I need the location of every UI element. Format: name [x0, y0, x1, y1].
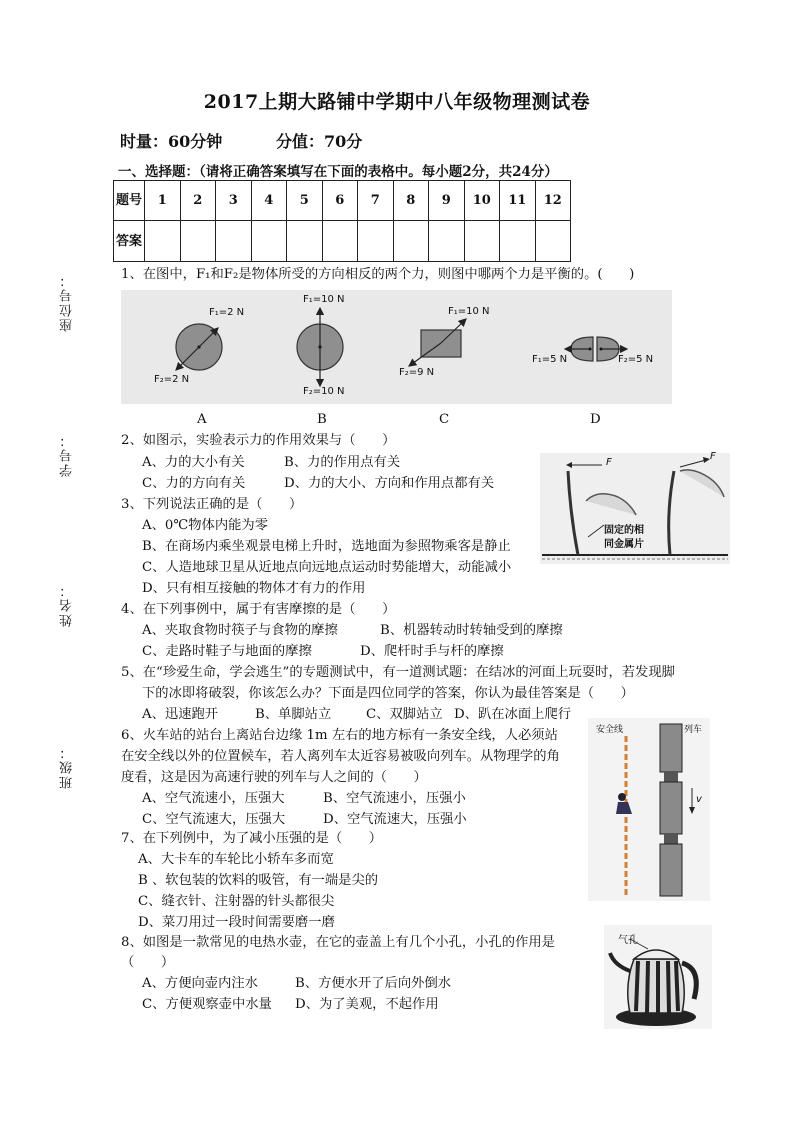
q5-stem-line2: 下的冰即将破裂，你该怎么办？下面是四位同学的答案，你认为最佳答案是（ ）: [142, 686, 634, 701]
q7-stem: 7、在下列例中，为了减小压强的是（ ）: [121, 831, 383, 846]
q5-option-a: A、迅速跑开: [142, 707, 219, 722]
q1d-f1-label: F₁=5 N: [532, 354, 568, 365]
q1-figure: [121, 290, 672, 404]
q2-caption-2: 同金属片: [604, 539, 644, 550]
row-label-number: 题号: [114, 181, 145, 221]
q1-stem: 1、在图中，F₁和F₂是物体所受的方向相反的两个力，则图中哪两个力是平衡的。( ): [121, 267, 635, 282]
q3-stem: 3、下列说法正确的是（ ）: [121, 497, 303, 512]
q1b-f1-label: F₁=10 N: [303, 294, 345, 305]
q6-option-a: A、空气流速小，压强大: [142, 791, 285, 806]
q6-option-d: D、空气流速大，压强小: [323, 812, 467, 827]
q2-force-label-2: F: [710, 451, 716, 462]
page-title: 2017上期大路铺中学期中八年级物理测试卷: [203, 91, 591, 113]
question-number: 9: [429, 181, 465, 221]
exam-score: 分值：70分: [276, 132, 363, 151]
q1b-f2-label: F₂=10 N: [303, 386, 345, 397]
question-number: 3: [216, 181, 252, 221]
question-number: 4: [251, 181, 287, 221]
q8-option-c: C、方便观察壶中水量: [142, 997, 272, 1012]
question-number: 7: [358, 181, 394, 221]
q1-label-b: B: [317, 412, 327, 427]
answer-table: [113, 180, 571, 262]
q3-option-c: C、人造地球卫星从近地点向远地点运动时势能增大，动能减小: [142, 560, 512, 575]
q6-option-c: C、空气流速大，压强大: [142, 812, 286, 827]
q7-option-b: B 、软包装的饮料的吸管，有一端是尖的: [138, 873, 379, 888]
q7-option-c: C、缝衣针、注射器的针头都很尖: [138, 894, 335, 909]
side-label-name: 姓名：: [60, 582, 75, 627]
q5-stem-line1: 5、在“珍爱生命，学会逃生”的专题测试中，有一道测试题：在结冰的河面上玩耍时，若发现脚: [121, 665, 675, 680]
q8-option-a: A、方便向壶内注水: [142, 976, 258, 991]
q6-option-b: B、空气流速小，压强小: [323, 791, 466, 806]
q1d-f2-label: F₂=5 N: [618, 354, 654, 365]
q6-safety-line-label: 安全线: [596, 725, 624, 735]
side-label-seat: 座位号：: [60, 272, 75, 332]
q7-option-a: A、大卡车的车轮比小轿车多而宽: [138, 852, 334, 867]
q1-label-d: D: [590, 412, 601, 427]
q2-figure: [540, 453, 730, 564]
q1-label-c: C: [439, 412, 450, 427]
q4-option-d: D、爬杆时手与杆的摩擦: [360, 644, 504, 659]
q1c-f1-label: F₁=10 N: [448, 306, 490, 317]
answer-cell[interactable]: [429, 221, 465, 262]
q8-option-b: B、方便水开了后向外倒水: [295, 976, 452, 991]
row-label-answer: 答案: [114, 221, 145, 262]
q8-vent-label: 气孔: [618, 935, 638, 946]
question-number: 6: [322, 181, 358, 221]
q4-stem: 4、在下列事例中，属于有害摩擦的是（ ）: [121, 602, 396, 617]
exam-time: 时量：60分钟: [120, 132, 223, 151]
answer-cell[interactable]: [251, 221, 287, 262]
q6-train-label: 列车: [684, 725, 703, 735]
q8-figure: [604, 925, 712, 1029]
q2-caption-1: 固定的相: [604, 525, 644, 536]
q1-label-a: A: [197, 412, 207, 427]
question-number: 11: [500, 181, 536, 221]
q2-option-d: D、力的大小、方向和作用点都有关: [284, 476, 495, 491]
q4-option-a: A、夹取食物时筷子与食物的摩擦: [142, 623, 338, 638]
question-number: 8: [393, 181, 429, 221]
q6-stem-line3: 度看，这是因为高速行驶的列车与人之间的（ ）: [121, 770, 427, 785]
q8-option-d: D、为了美观，不起作用: [295, 997, 439, 1012]
q4-option-b: B、机器转动时转轴受到的摩擦: [380, 623, 563, 638]
answer-cell[interactable]: [322, 221, 358, 262]
answer-cell[interactable]: [216, 221, 252, 262]
q4-option-c: C、走路时鞋子与地面的摩擦: [142, 644, 312, 659]
answer-cell[interactable]: [358, 221, 394, 262]
q1a-f1-label: F₁=2 N: [209, 307, 245, 318]
answer-cell[interactable]: [535, 221, 571, 262]
answer-cell[interactable]: [464, 221, 500, 262]
q8-stem-line2: （ ）: [121, 955, 175, 970]
q5-option-c: C、双脚站立: [366, 707, 443, 722]
q8-stem-line1: 8、如图是一款常见的电热水壶，在它的壶盖上有几个小孔，小孔的作用是: [121, 935, 555, 950]
answer-cell[interactable]: [180, 221, 216, 262]
q6-stem-line2: 在安全线以外的位置候车，若人离列车太近容易被吸向列车。从物理学的角: [121, 749, 560, 764]
question-number: 10: [464, 181, 500, 221]
question-number: 5: [287, 181, 323, 221]
q3-option-a: A、0℃物体内能为零: [142, 518, 269, 533]
q7-option-d: D、菜刀用过一段时间需要磨一磨: [138, 915, 335, 930]
question-number: 2: [180, 181, 216, 221]
q1a-f2-label: F₂=2 N: [154, 374, 190, 385]
q2-option-c: C、力的方向有关: [142, 476, 246, 491]
q1c-f2-label: F₂=9 N: [399, 367, 435, 378]
section-heading: 一、选择题：（请将正确答案填写在下面的表格中。每小题2分，共24分）: [118, 164, 558, 180]
answer-cell[interactable]: [500, 221, 536, 262]
q2-stem: 2、如图示，实验表示力的作用效果与（ ）: [121, 433, 396, 448]
q2-force-label: F: [606, 457, 612, 468]
q6-stem-line1: 6、火车站的站台上离站台边缘 1m 左右的地方标有一条安全线，人必须站: [121, 728, 558, 743]
q6-velocity-label: v: [696, 794, 702, 805]
q3-option-b: B、在商场内乘坐观景电梯上升时，选地面为参照物乘客是静止: [142, 539, 511, 554]
answer-cell[interactable]: [287, 221, 323, 262]
q2-option-a: A、力的大小有关: [142, 455, 245, 470]
q6-figure: [588, 718, 710, 901]
q1-force-diagram: [121, 290, 672, 404]
q3-option-d: D、只有相互接触的物体才有力的作用: [142, 581, 366, 596]
q2-option-b: B、力的作用点有关: [284, 455, 401, 470]
question-number: 12: [535, 181, 571, 221]
side-label-student-id: 学号：: [60, 432, 75, 477]
q5-option-b: B、单脚站立: [255, 707, 332, 722]
q5-option-d: D、趴在冰面上爬行: [454, 707, 572, 722]
side-label-class: 班级：: [60, 744, 75, 789]
answer-cell[interactable]: [145, 221, 181, 262]
question-number: 1: [145, 181, 181, 221]
q6-platform-diagram: [588, 718, 710, 901]
answer-cell[interactable]: [393, 221, 429, 262]
